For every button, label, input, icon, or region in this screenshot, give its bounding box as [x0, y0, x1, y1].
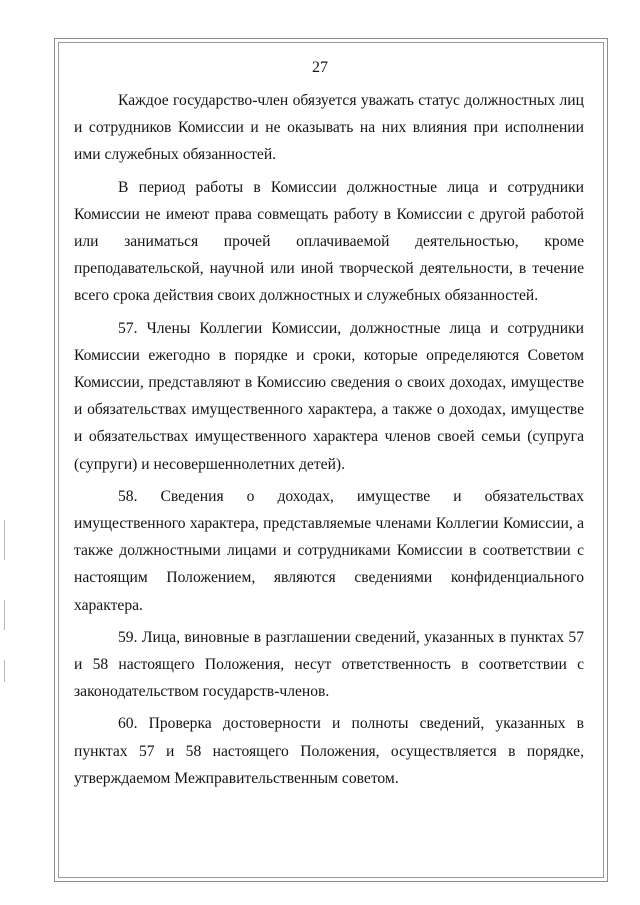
paragraph-58: 58. Сведения о доходах, имуществе и обязательствах имущественного характера, представляемые членами Коллегии Комиссии, а также должностными лицами и сотрудниками Комиссии в соответствии с настоящим Положением, являются сведениями конфиденциального характера. [74, 487, 584, 614]
paragraph-work-restrictions: В период работы в Комиссии должностные лица и сотрудники Комиссии не имеют права совмещать работу в Комиссии с другой работой или заниматься прочей оплачиваемой деятельностью, кроме преподавательской, научной или иной творческой деятельности, в течение всего срока действия своих должностных и служебных обязанностей. [74, 178, 584, 305]
scan-edge-mark [4, 520, 5, 560]
paragraph-60: 60. Проверка достоверности и полноты сведений, указанных в пунктах 57 и 58 настоящего Положения, осуществляется в порядке, утверждаемом Межправительственным советом. [74, 715, 584, 787]
paragraph-status-obligation: Каждое государство-член обязуется уважать статус должностных лиц и сотрудников Комиссии и не оказывать на них влияния при исполнении ими служебных обязанностей. [74, 92, 584, 164]
document-body [74, 87, 584, 797]
scan-edge-mark [4, 660, 5, 682]
scan-edge-mark [4, 600, 5, 630]
paragraph-57: 57. Члены Коллегии Комиссии, должностные лица и сотрудники Комиссии ежегодно в порядке и сроки, которые определяются Советом Комиссии, представляют в Комиссию сведения о своих доходах, имуществе и обязательствах имущественного характера, а также о доходах, имуществе и обязательствах имущественного характера членов своей семьи (супруга (супруги) и несовершеннолетних детей). [74, 319, 584, 473]
paragraph-59: 59. Лица, виновные в разглашении сведений, указанных в пунктах 57 и 58 настоящего Положения, несут ответственность в соответствии с законодательством государств-членов. [74, 628, 584, 701]
page-number: 27 [312, 59, 328, 76]
